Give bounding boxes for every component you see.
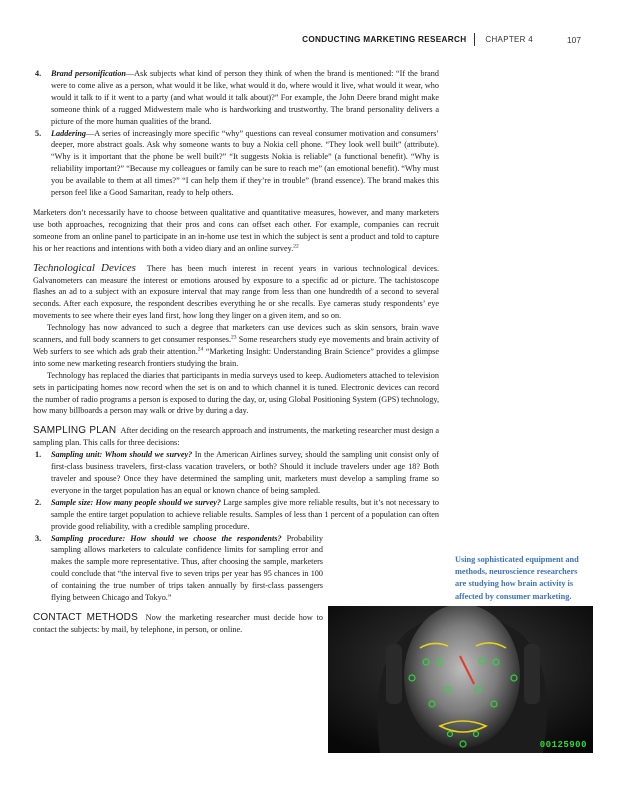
paragraph-technology-advanced: Technology has now advanced to such a degree that marketers can use devices such as skin sensors, brain wave scanners, and full body scanners to get consumer responses.$^{23}$ Some researchers study eye movements and brain activity of Web surfers to see which ads grab their attention.$^{24}$ “Marketing Insight: Understanding Brain Science” provides a glimpse into some new marketing research frontiers studying the brain. [33, 323, 439, 368]
list-item-text: Large samples give more reliable results, but it’s not necessary to sample the entire target population to achieve reliable results. Samples of less than 1 percent of a population can often provide good reliability, with a credible sampling procedure. [51, 497, 439, 531]
face [404, 606, 520, 748]
footnote-ref: 22 [293, 242, 299, 249]
list-item-brand-personification [33, 68, 439, 128]
sampling-plan-heading: SAMPLING PLAN [33, 425, 117, 437]
list-item-title: Sampling procedure: How should we choose the respondents? [51, 533, 282, 543]
list-item-sampling-unit [33, 449, 439, 497]
list-item-text: —A series of increasingly more specific “why” questions can reveal consumer motivation and consumers’ deeper, more abstract goals. Ask why someone wants to buy a Nokia cell phone. “They look well built” (attribute). “Why is it important that the phone be well built?” “It suggests Nokia is reliable” (a functional benefit). “Why is reliability important?” “Because my colleagues or family can be sure to reach me” (an emotional benefit). “Why must you be available to them at all times?” “I can help them if they’re in trouble” (brand essence). The brand makes this person feel like a Good Samaritan, ready to help others. [51, 128, 439, 198]
running-header-section: CONDUCTING MARKETING RESEARCH [302, 35, 467, 44]
face-tracking-image [328, 606, 593, 753]
list-item-sample-size [33, 497, 439, 533]
list-item-text: —Ask subjects what kind of person they think of when the brand is mentioned: “If the brand were to come alive as a person, what would it be like, what would it do, where would it live, what would it wear, who would it talk to if it went to a party (and what would it talk about)?” For example, the John Deere brand might make someone think of a rugged Midwestern male who is hardworking and trustworthy. The brand personality delivers a picture of the more human qualities of the brand. [51, 69, 439, 126]
list-number: 3. [35, 533, 42, 543]
neuroscience-photo [328, 606, 593, 753]
main-text-column [33, 68, 439, 636]
paragraph-sampling-intro: SAMPLING PLAN After deciding on the research approach and instruments, the marketing researcher must design a sampling plan. This calls for three decisions: [33, 425, 439, 448]
running-header-chapter: CHAPTER 4 [485, 35, 534, 44]
page-number: 107 [567, 34, 581, 45]
list-number: 4. [35, 69, 42, 78]
footnote-ref: 24 [197, 346, 204, 353]
list-item-sampling-procedure [33, 533, 323, 604]
paragraph-marketers: Marketers don’t necessarily have to choose between qualitative and quantitative measures, however, and many marketers use both approaches, recognizing that their pros and cons can offset each other. For example, companies can recruit someone from an online panel to participate in an in-home use test in which the subject is sent a product and told to capture his or her reactions and intentions with both a video diary and an online survey.$^{22}$ [33, 207, 439, 253]
photo-timestamp: 00125900 [539, 740, 587, 750]
footnote-ref: 23 [231, 334, 237, 341]
list-item-title: Sample size: How many people should we survey? [51, 497, 221, 507]
paragraph-contact-methods: CONTACT METHODS Now the marketing researcher must decide how to contact the subjects: by mail, by telephone, in person, or online. [33, 611, 323, 634]
left-earpiece [386, 644, 402, 704]
list-item-text: Probability sampling allows marketers to calculate confidence limits for sampling error and makes the sample more representative. Thus, after choosing the sample, marketers could conclude that “the interval five to seven trips per year has 95 chances in 100 of containing the true number of trips taken annually by first-class passengers flying between Chicago and Tokyo.” [51, 533, 323, 603]
list-item-title: Brand personification [51, 69, 126, 78]
list-item-text: In the American Airlines survey, should the sampling unit consist only of first-class business travelers, first-class vacation travelers, or both? Should it include travelers under age 18? Both traveler and spouse? Once they have determined the sampling unit, marketers must develop a sampling frame so everyone in the target population has an equal or known chance of being sampled. [51, 450, 439, 495]
list-number: 2. [35, 497, 42, 507]
contact-methods-heading: CONTACT METHODS [33, 611, 138, 623]
list-item-title: Laddering [51, 128, 87, 138]
list-number: 1. [35, 450, 42, 460]
technological-devices-heading: Technological Devices [33, 261, 136, 274]
list-item-laddering [33, 128, 439, 199]
paragraph-technological-devices: Technological Devices There has been much interest in recent years in various technological devices. Galvanometers can measure the interest or emotions aroused by exposure to a specific ad or picture. The tachistoscope flashes an ad to a subject with an exposure interval that may range from less than one hundredth of a second to several seconds. After each exposure, the respondent describes everything he or she recalls. Eye cameras study respondents’ eye movements to see where their eyes land first, how long they linger on a given item, and so on. [33, 261, 440, 321]
list-number: 5. [35, 128, 42, 138]
running-header [302, 33, 581, 46]
header-divider [474, 33, 475, 46]
photo-caption: Using sophisticated equipment and methods, neuroscience researchers are studying how brain activity is affected by consumer marketing. [455, 555, 579, 601]
paragraph-technology-replaced: Technology has replaced the diaries that participants in media surveys used to keep. Audiometers attached to television sets in participating homes now record when the set is on and to which channel it is tuned. Electronic devices can record the number of radio programs a person is exposed to during the day, or, using Global Positioning System (GPS) technology, how many billboards a person may walk or drive by during a day. [33, 370, 439, 416]
right-earpiece [524, 644, 540, 704]
list-item-title: Sampling unit: Whom should we survey? [51, 450, 193, 460]
